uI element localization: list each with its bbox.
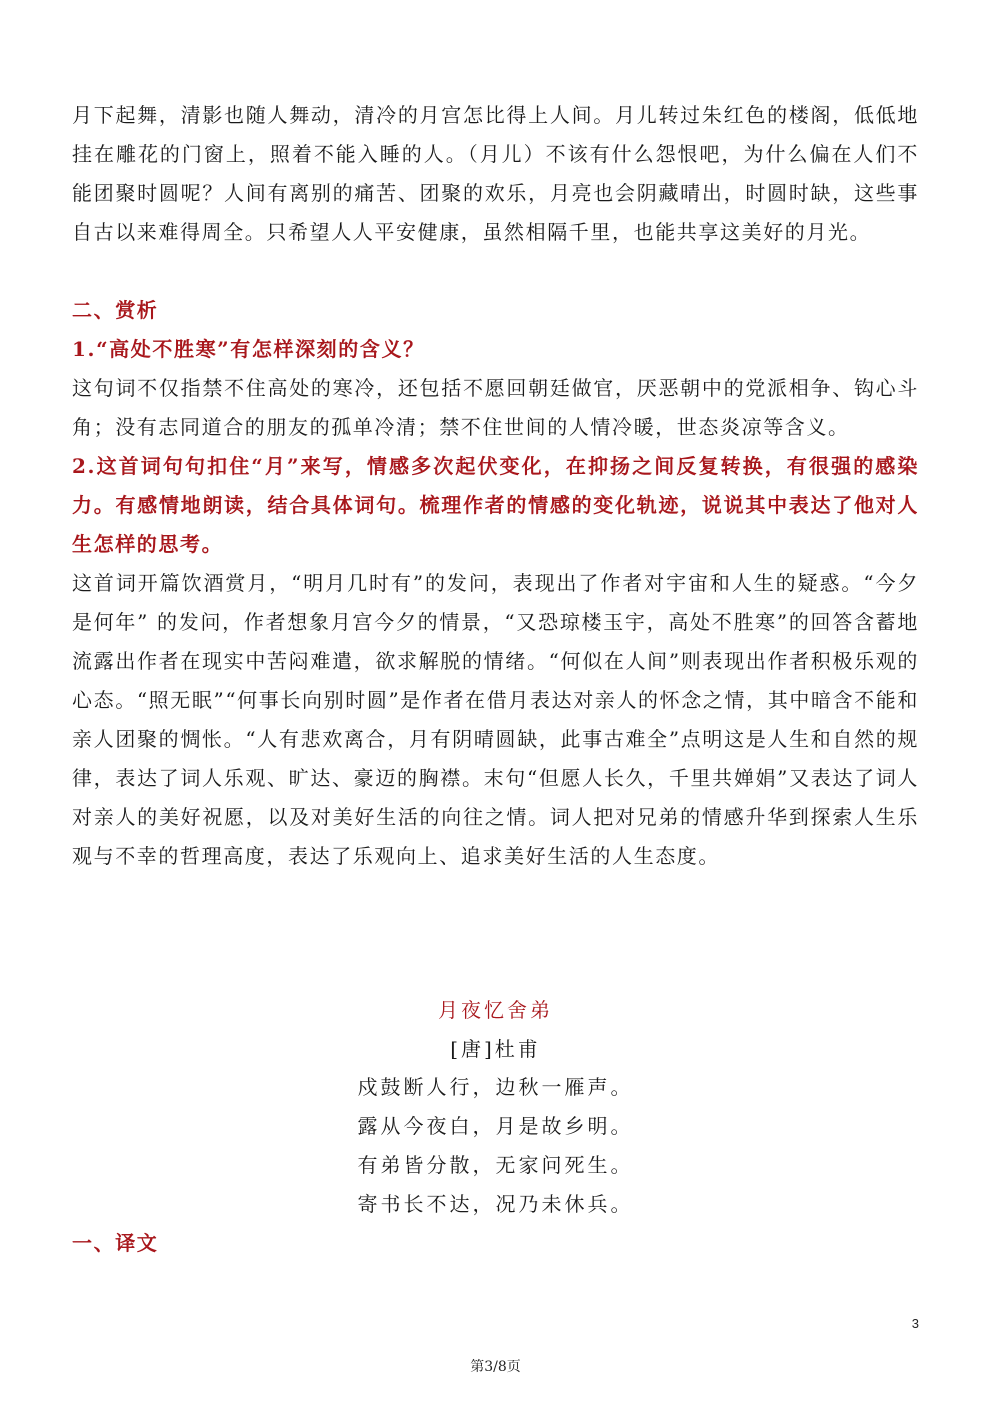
poem-author: [唐]杜甫 (450, 1037, 541, 1061)
page-footer: 第3/8页 (470, 1359, 521, 1375)
poem-line: 寄书长不达，况乃未休兵。 (357, 1192, 634, 1216)
poem-line: 露从今夜白，月是故乡明。 (357, 1114, 634, 1138)
question-2: 2.这首词句句扣住“月”来写，情感多次起伏变化，在抑扬之间反复转换，有很强的感染力。有感情地朗读，结合具体词句。梳理作者的情感的变化轨迹，说说其中表达了他对人生怎样的思考。 (72, 454, 919, 556)
translation-paragraph: 月下起舞，清影也随人舞动，清冷的月宫怎比得上人间。月儿转过朱红色的楼阁，低低地挂在雕花的门窗上，照着不能入睡的人。（月儿）不该有什么怨恨吧，为什么偏在人们不能团聚时圆呢？人间有离别的痛苦、团聚的欢乐，月亮也会阴藏晴出，时圆时缺，这些事自古以来难得周全。只希望人人平安健康，虽然相隔千里，也能共享这美好的月光。 (72, 103, 919, 244)
answer-2: 这首词开篇饮酒赏月，“明月几时有”的发问，表现出了作者对宇宙和人生的疑惑。“今夕是何年” 的发问，作者想象月宫今夕的情景，“又恐琼楼玉宇，高处不胜寒”的回答含蓄地流露出作者在现实中苦闷难遣，欲求解脱的情绪。“何似在人间”则表现出作者积极乐观的心态。“照无眠”“何事长向别时圆”是作者在借月表达对亲人的怀念之情，其中暗含不能和亲人团聚的惆怅。“人有悲欢离合，月有阴晴圆缺，此事古难全”点明这是人生和自然的规律，表达了词人乐观、旷达、豪迈的胸襟。末句“但愿人长久，千里共婵娟”又表达了词人对亲人的美好祝愿，以及对美好生活的向往之情。词人把对兄弟的情感升华到探索人生乐观与不幸的哲理高度，表达了乐观向上、追求美好生活的人生态度。 (72, 571, 919, 868)
section-heading-translation: 一、译文 (72, 1231, 159, 1255)
poem-title: 月夜忆舍弟 (438, 998, 553, 1022)
page-number: 3 (911, 1316, 919, 1331)
poem-line: 戍鼓断人行，边秋一雁声。 (357, 1075, 634, 1099)
question-1: 1.“高处不胜寒”有怎样深刻的含义？ (72, 337, 425, 361)
answer-1: 这句词不仅指禁不住高处的寒冷，还包括不愿回朝廷做官，厌恶朝中的党派相争、钩心斗角；没有志同道合的朋友的孤单冷清；禁不住世间的人情冷暖，世态炎凉等含义。 (72, 376, 919, 439)
section-heading-appreciation: 二、赏析 (72, 298, 159, 322)
poem-line: 有弟皆分散，无家问死生。 (357, 1153, 634, 1177)
